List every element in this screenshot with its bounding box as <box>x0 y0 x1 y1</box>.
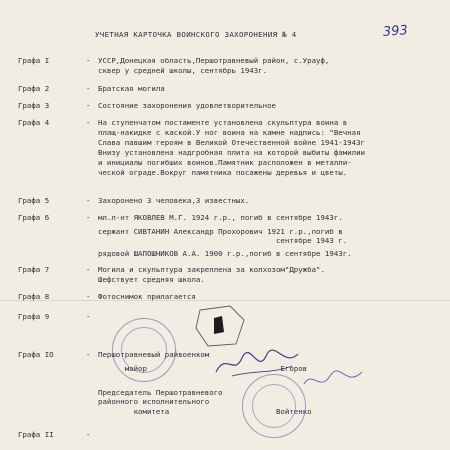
row-line: сержант СИВТАНИН Александр Прохорович 1921 г.р.,погиб в <box>98 227 343 236</box>
row-line: Могила и скульптура закреплена за колхозом"Дружба". <box>98 265 325 274</box>
row-line: Фотоснимок прилагается <box>98 292 196 301</box>
row-label: Графа 2 <box>18 84 50 93</box>
signature-egorov <box>212 346 302 382</box>
document-title: УЧЕТНАЯ КАРТОЧКА ВОИНСКОГО ЗАХОРОНЕНИЯ № 4 <box>95 30 297 39</box>
row-dash: - <box>86 84 91 93</box>
row-dash: - <box>86 265 91 274</box>
handwritten-number: 393 <box>382 23 409 40</box>
stamp-left <box>112 318 176 382</box>
row-label: Графа IO <box>18 350 54 359</box>
row-dash: - <box>86 213 91 222</box>
cutout-mark <box>192 304 248 348</box>
row-dash: - <box>86 312 91 321</box>
row-dash: - <box>86 350 91 359</box>
row-line: мл.л-нт ЯКОВЛЕВ М.Г. 1924 г.р., погиб в сентябре 1943г. <box>98 213 343 222</box>
stamp-left-inner <box>121 327 167 373</box>
row-line: Состояние захоронения удовлетворительное <box>98 101 276 110</box>
row-dash: - <box>86 196 91 205</box>
row-line: Першотравневый райвоенком <box>98 350 210 359</box>
row-label: Графа 3 <box>18 101 50 110</box>
row-line: На ступенчатом постаменте установлена скульптура воина в <box>98 118 348 127</box>
row-line: комитета Войтенко <box>98 407 312 416</box>
row-line: УССР,Донецкая область,Першотравневый район, с.Урауф, <box>98 56 330 65</box>
row-line: сентябре 1943 г. <box>98 236 348 245</box>
row-label: Графа 9 <box>18 312 50 321</box>
row-dash: - <box>86 56 91 65</box>
stamp-right-inner <box>252 384 296 428</box>
row-label: Графа 5 <box>18 196 50 205</box>
row-dash: - <box>86 292 91 301</box>
row-line: Шефствует средняя школа. <box>98 275 205 284</box>
row-label: Графа 6 <box>18 213 50 222</box>
row-label: Графа II <box>18 430 54 439</box>
row-line: Слава павшим героям в Великой Отечественной войне 1941-1943г <box>98 138 365 147</box>
row-dash: - <box>86 101 91 110</box>
row-label: Графа 4 <box>18 118 50 127</box>
row-label: Графа 7 <box>18 265 50 274</box>
signature-voitenko <box>300 366 370 396</box>
row-label: Графа I <box>18 56 50 65</box>
row-line: плащ-накидке с каской.У ног воина на камне надпись: "Вечная <box>98 128 361 137</box>
row-line: Внизу установлена надгробная плита на которой выбиты фамилии <box>98 148 365 157</box>
row-dash: - <box>86 118 91 127</box>
row-line: ческой ограде.Вокруг памятника посажены деревья и цветы. <box>98 168 348 177</box>
row-dash: - <box>86 430 91 439</box>
row-line: Братская могила <box>98 84 165 93</box>
row-line: майор Егоров <box>98 364 308 373</box>
row-line: Захоронено 3 человека,3 известных. <box>98 196 250 205</box>
row-line: и инициалы погибших воинов.Памятник расположен в металли- <box>98 158 352 167</box>
row-line: рядовой ШАПОШНИКОВ А.А. 1900 г.р.,погиб в сентябре 1943г. <box>98 249 352 258</box>
row-label: Графа 8 <box>18 292 50 301</box>
row-line: сквер у средней школы, сентябрь 1943г. <box>98 66 268 75</box>
row-line: районного исполнительного <box>98 397 210 406</box>
stamp-right <box>242 374 306 438</box>
row-line: Председатель Першотравневого <box>98 388 223 397</box>
